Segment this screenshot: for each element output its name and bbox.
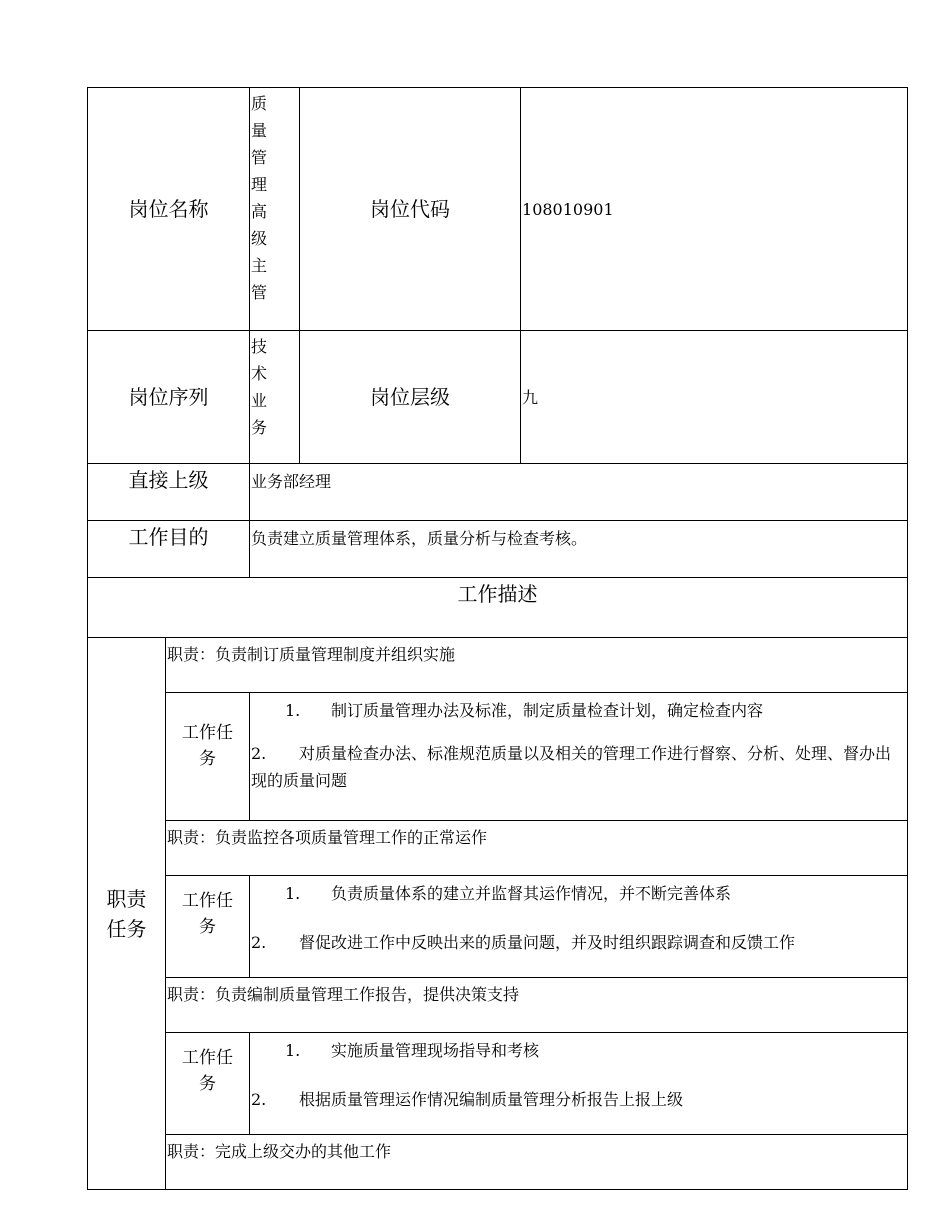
position-name-char: 级 <box>251 229 268 248</box>
task-item <box>251 1037 899 1064</box>
position-name-char: 管 <box>251 148 268 167</box>
duty-row <box>88 978 908 1033</box>
work-description-title-row <box>88 578 908 638</box>
task-label-line: 务 <box>199 749 216 769</box>
task-row <box>88 693 908 821</box>
work-purpose-row <box>88 521 908 578</box>
duties-tasks-label <box>88 638 166 1190</box>
task-item <box>251 929 899 956</box>
position-level-value: 九 <box>521 331 908 464</box>
duty-row <box>88 1135 908 1190</box>
task-list <box>250 1033 908 1135</box>
task-number: 2. <box>251 1090 267 1109</box>
task-list <box>250 876 908 978</box>
task-number: 2. <box>251 933 267 952</box>
position-name-char: 理 <box>251 175 268 194</box>
task-text: 根据质量管理运作情况编制质量管理分析报告上报上级 <box>299 1090 684 1109</box>
position-name-row <box>88 88 908 331</box>
position-name-char: 管 <box>251 283 268 302</box>
direct-superior-row <box>88 464 908 521</box>
task-label <box>166 1033 250 1135</box>
position-code-label: 岗位代码 <box>300 88 521 331</box>
direct-superior-value: 业务部经理 <box>250 464 908 521</box>
direct-superior-label: 直接上级 <box>88 464 250 521</box>
task-label-line: 务 <box>199 1074 216 1094</box>
task-text: 负责质量体系的建立并监督其运作情况，并不断完善体系 <box>331 884 732 903</box>
sequence-char: 术 <box>251 364 268 383</box>
work-purpose-value: 负责建立质量管理体系，质量分析与检查考核。 <box>250 521 908 578</box>
task-label <box>166 876 250 978</box>
task-item <box>251 697 899 724</box>
position-sequence-label: 岗位序列 <box>88 331 250 464</box>
position-level-label: 岗位层级 <box>300 331 521 464</box>
duties-label-line: 职责 <box>106 886 147 911</box>
job-description-sheet <box>87 87 907 1174</box>
work-description-title: 工作描述 <box>88 578 908 638</box>
position-name-value <box>250 88 300 331</box>
duty-title: 职责：完成上级交办的其他工作 <box>166 1135 908 1190</box>
tasks-label-line: 任务 <box>106 916 147 941</box>
task-number: 1. <box>285 884 301 903</box>
duty-row <box>88 638 908 693</box>
position-name-char: 质 <box>251 94 268 113</box>
duty-title: 职责：负责制订质量管理制度并组织实施 <box>166 638 908 693</box>
task-label <box>166 693 250 821</box>
task-number: 2. <box>251 744 267 763</box>
task-number: 1. <box>285 1041 301 1060</box>
position-code-value: 108010901 <box>521 88 908 331</box>
duty-title: 职责：负责监控各项质量管理工作的正常运作 <box>166 821 908 876</box>
task-label-line: 工作任 <box>182 891 233 911</box>
task-text: 对质量检查办法、标准规范质量以及相关的管理工作进行督察、分析、处理、督办出现的质量问题 <box>251 744 892 790</box>
sequence-char: 务 <box>251 418 268 437</box>
task-row <box>88 876 908 978</box>
position-name-char: 高 <box>251 202 268 221</box>
task-label-line: 工作任 <box>182 1048 233 1068</box>
task-list <box>250 693 908 821</box>
task-label-line: 务 <box>199 917 216 937</box>
task-row <box>88 1033 908 1135</box>
duty-row <box>88 821 908 876</box>
task-text: 实施质量管理现场指导和考核 <box>331 1041 540 1060</box>
task-number: 1. <box>285 701 301 720</box>
sequence-char: 业 <box>251 391 268 410</box>
task-text: 制订质量管理办法及标准，制定质量检查计划，确定检查内容 <box>331 701 764 720</box>
position-sequence-row <box>88 331 908 464</box>
position-name-char: 主 <box>251 256 268 275</box>
position-sequence-value <box>250 331 300 464</box>
job-description-table <box>87 87 908 1190</box>
task-item <box>251 880 899 907</box>
task-item <box>251 740 899 794</box>
task-item <box>251 1086 899 1113</box>
position-name-label: 岗位名称 <box>88 88 250 331</box>
task-label-line: 工作任 <box>182 723 233 743</box>
sequence-char: 技 <box>251 337 268 356</box>
task-text: 督促改进工作中反映出来的质量问题，并及时组织跟踪调查和反馈工作 <box>299 933 796 952</box>
position-name-char: 量 <box>251 121 268 140</box>
work-purpose-label: 工作目的 <box>88 521 250 578</box>
duty-title: 职责：负责编制质量管理工作报告，提供决策支持 <box>166 978 908 1033</box>
